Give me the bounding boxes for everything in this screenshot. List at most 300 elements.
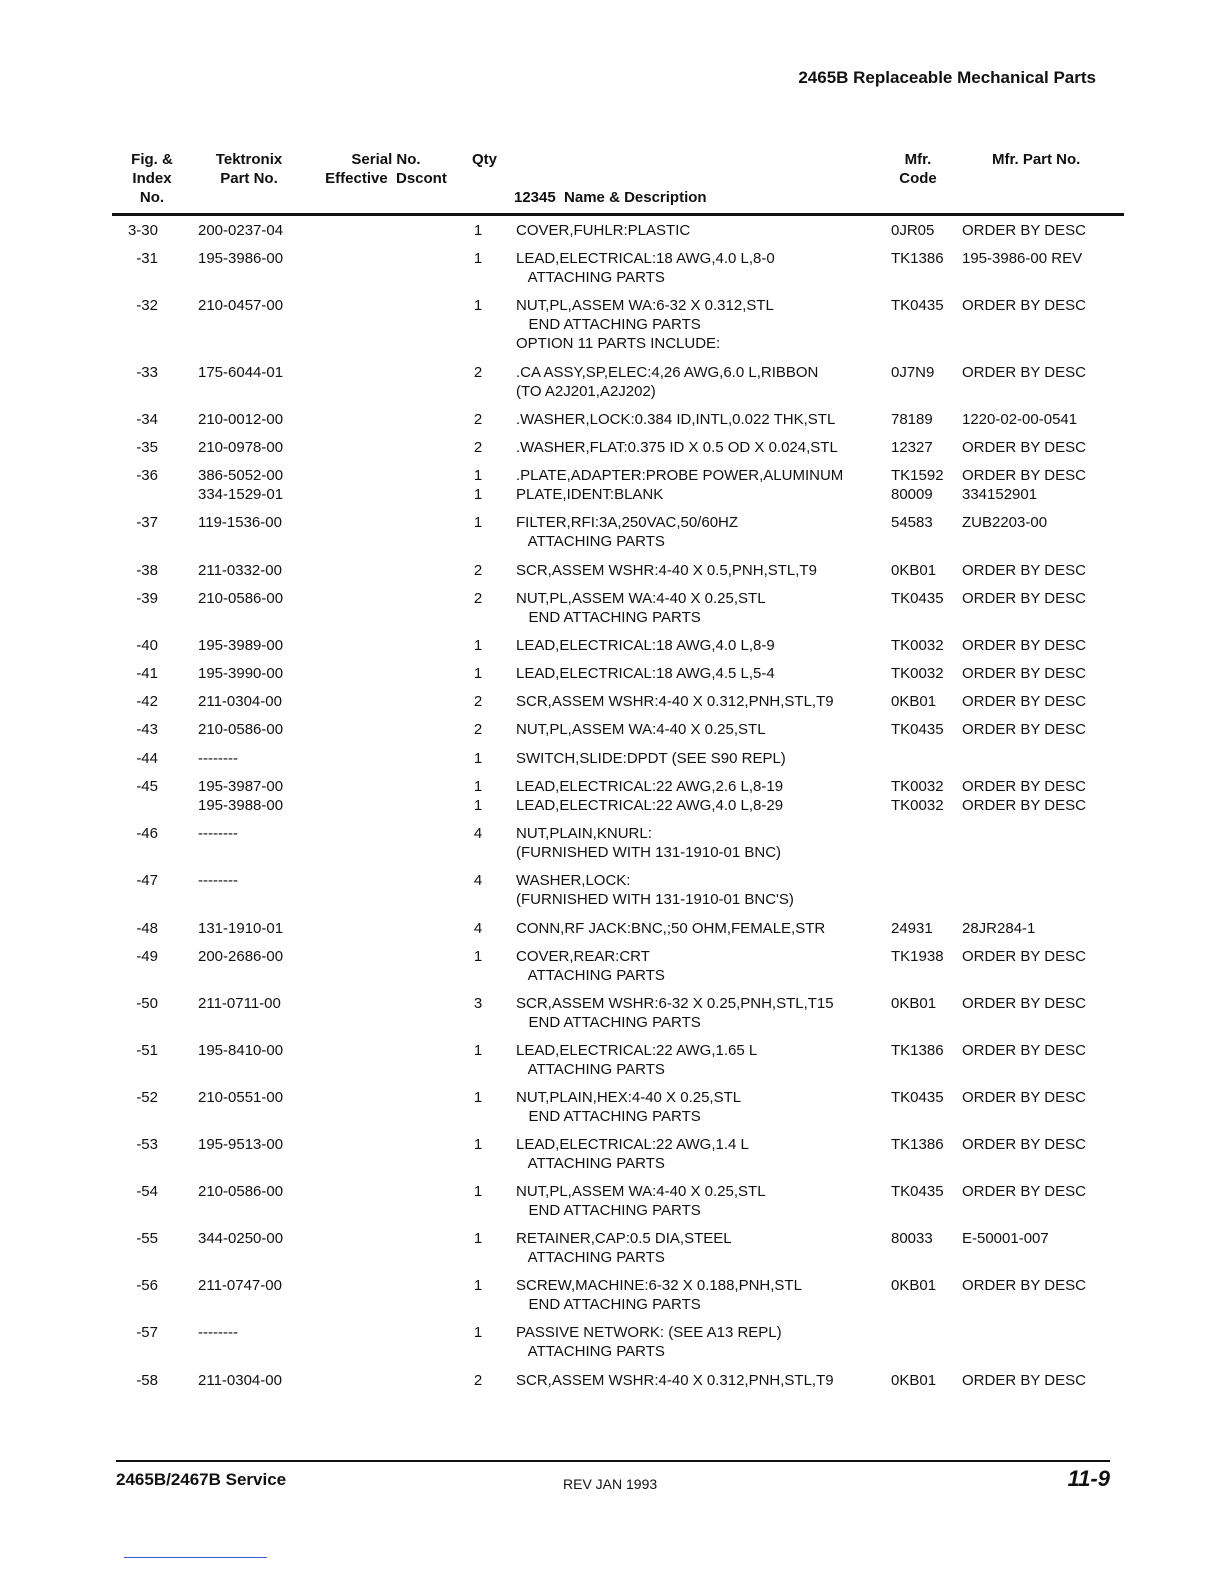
part-number-cell — [198, 872, 238, 891]
description-cell — [516, 721, 766, 740]
description-cell — [516, 1089, 741, 1127]
part-number-cell-line: 210-0457-00 — [198, 297, 284, 314]
mfr-code-cell-line: 12327 — [891, 439, 933, 456]
qty-cell — [466, 637, 490, 656]
qty-cell-line: 2 — [473, 364, 483, 381]
description-cell — [516, 1230, 732, 1268]
qty-cell-line: 2 — [473, 562, 483, 579]
description-cell-line: NUT,PLAIN,HEX:4-40 X 0.25,STL — [516, 1089, 742, 1106]
col-head-line: Tektronix — [215, 151, 283, 168]
fig-index-cell: -58 — [136, 1372, 158, 1389]
qty-cell-line: 3 — [473, 995, 483, 1012]
mfr-code-cell-line: 0KB01 — [891, 693, 937, 710]
mfr-code-cell-line: 80033 — [891, 1230, 933, 1247]
description-cell — [516, 1183, 766, 1221]
qty-cell-line: 1 — [473, 637, 483, 654]
part-number-cell-line: 119-1536-00 — [198, 514, 282, 531]
description-cell-line: END ATTACHING PARTS — [516, 1013, 701, 1031]
mfr-code-cell-line: 0J7N9 — [891, 364, 935, 381]
mfr-part-cell — [962, 1230, 1049, 1249]
mfr-part-cell-line: ORDER BY DESC — [962, 796, 1086, 814]
col-head-line: No. — [139, 189, 165, 206]
mfr-code-cell — [891, 411, 933, 430]
col-head-line: Mfr. — [904, 151, 932, 168]
mfr-part-cell-line: ORDER BY DESC — [962, 778, 1086, 795]
mfr-part-cell-line: ORDER BY DESC — [962, 1042, 1086, 1059]
part-number-cell — [198, 948, 283, 967]
mfr-code-cell-line: TK1386 — [891, 1042, 944, 1059]
mfr-part-cell-line: ORDER BY DESC — [962, 1183, 1086, 1200]
description-cell-line: SCR,ASSEM WSHR:4-40 X 0.312,PNH,STL,T9 — [516, 1372, 834, 1389]
mfr-part-cell-line: ORDER BY DESC — [962, 467, 1086, 484]
part-number-cell — [198, 297, 283, 316]
part-number-cell-line: 210-0012-00 — [198, 411, 284, 428]
mfr-part-cell-line: 28JR284-1 — [962, 920, 1036, 937]
col-head-line: Qty — [472, 151, 498, 168]
mfr-code-cell — [891, 637, 944, 656]
mfr-part-cell — [962, 222, 1086, 241]
part-number-cell — [198, 1136, 283, 1155]
part-number-cell-line: 175-6044-01 — [198, 364, 284, 381]
qty-cell — [466, 665, 490, 684]
part-number-cell — [198, 825, 238, 844]
description-cell — [516, 872, 794, 910]
qty-cell — [466, 250, 490, 269]
qty-cell — [466, 1042, 490, 1061]
mfr-code-cell-line: TK0435 — [891, 590, 944, 607]
part-number-cell — [198, 1324, 238, 1343]
mfr-code-cell — [891, 665, 944, 684]
description-cell — [516, 920, 825, 939]
mfr-part-cell — [962, 1089, 1086, 1108]
fig-index-cell: -43 — [136, 721, 158, 738]
footer-revision: REV JAN 1993 — [563, 1476, 658, 1492]
mfr-part-cell — [962, 250, 1082, 269]
part-number-cell-line: 200-2686-00 — [198, 948, 284, 965]
part-number-cell-line: -------- — [198, 1324, 238, 1341]
mfr-part-cell — [962, 562, 1086, 581]
col-head-line: Code — [899, 170, 937, 187]
mfr-part-cell-line: ORDER BY DESC — [962, 637, 1086, 654]
description-cell — [516, 1277, 802, 1315]
part-number-cell-line: 210-0586-00 — [198, 1183, 284, 1200]
mfr-code-cell — [891, 467, 944, 505]
description-cell-line: LEAD,ELECTRICAL:22 AWG,1.65 L — [516, 1042, 758, 1059]
description-cell — [516, 364, 818, 402]
mfr-code-cell-line: 0JR05 — [891, 222, 935, 239]
part-number-cell-line: 334-1529-01 — [198, 485, 284, 503]
mfr-part-cell-line: ORDER BY DESC — [962, 1136, 1086, 1153]
part-number-cell — [198, 439, 283, 458]
part-number-cell-line: 210-0586-00 — [198, 590, 284, 607]
col-head-line: Effective Dscont — [325, 170, 447, 187]
col-head-line: 12345 Name & Description — [514, 189, 707, 206]
qty-cell — [466, 514, 490, 533]
qty-cell-line: 2 — [473, 411, 483, 428]
mfr-code-cell — [891, 1277, 936, 1296]
qty-cell — [466, 1230, 490, 1249]
part-number-cell-line: 211-0332-00 — [198, 562, 282, 579]
mfr-part-cell — [962, 297, 1086, 316]
qty-cell — [466, 778, 490, 816]
mfr-code-cell-line: TK1386 — [891, 250, 944, 267]
description-cell-line: END ATTACHING PARTS — [516, 1295, 701, 1313]
mfr-code-cell — [891, 948, 944, 967]
mfr-code-cell — [891, 1230, 933, 1249]
description-cell — [516, 1042, 757, 1080]
col-head-line: Index — [132, 170, 172, 187]
part-number-cell — [198, 1183, 283, 1202]
description-cell — [516, 948, 665, 986]
mfr-code-cell — [891, 920, 933, 939]
part-number-cell — [198, 721, 283, 740]
mfr-part-cell-line: ZUB2203-00 — [962, 514, 1048, 531]
part-number-cell — [198, 1089, 283, 1108]
fig-index-cell: -49 — [136, 948, 158, 965]
description-cell-line: COVER,REAR:CRT — [516, 948, 650, 965]
part-number-cell — [198, 364, 283, 383]
mfr-part-cell-line: 1220-02-00-0541 — [962, 411, 1078, 428]
qty-cell-line: 2 — [473, 721, 483, 738]
fig-index-cell: -57 — [136, 1324, 158, 1341]
mfr-part-cell-line: 195-3986-00 REV — [962, 250, 1083, 267]
part-number-cell-line: 386-5052-00 — [198, 467, 284, 484]
fig-index-cell: -39 — [136, 590, 158, 607]
part-number-cell-line: 131-1910-01 — [198, 920, 284, 937]
qty-cell — [466, 439, 490, 458]
description-cell-line: END ATTACHING PARTS — [516, 1107, 701, 1125]
qty-cell-line: 1 — [473, 948, 483, 965]
qty-cell-line: 1 — [473, 750, 483, 767]
description-cell — [516, 250, 775, 288]
description-cell-line: LEAD,ELECTRICAL:18 AWG,4.0 L,8-9 — [516, 637, 775, 654]
mfr-part-cell — [962, 637, 1086, 656]
mfr-part-cell — [962, 693, 1086, 712]
description-cell — [516, 514, 738, 552]
qty-cell-line: 1 — [473, 796, 483, 814]
description-cell-line: END ATTACHING PARTS — [516, 1201, 701, 1219]
mfr-part-cell-line: E-50001-007 — [962, 1230, 1049, 1247]
qty-cell — [466, 222, 490, 241]
qty-cell — [466, 872, 490, 891]
description-cell-line: ATTACHING PARTS — [516, 1248, 665, 1266]
col-head-serial — [316, 150, 456, 188]
description-cell-line: ATTACHING PARTS — [516, 1060, 665, 1078]
part-number-cell-line: 195-3990-00 — [198, 665, 284, 682]
fig-index-cell: -47 — [136, 872, 158, 889]
part-number-cell-line: -------- — [198, 825, 238, 842]
mfr-part-cell-line: ORDER BY DESC — [962, 995, 1086, 1012]
description-cell — [516, 467, 843, 505]
mfr-code-cell-line: 0KB01 — [891, 1277, 937, 1294]
fig-index-cell: -34 — [136, 411, 158, 428]
mfr-part-cell — [962, 364, 1086, 383]
mfr-part-cell — [962, 439, 1086, 458]
description-cell-line: END ATTACHING PARTS — [516, 608, 701, 626]
part-number-cell-line: 210-0586-00 — [198, 721, 284, 738]
footer-divider — [116, 1460, 1110, 1462]
qty-cell-line: 1 — [473, 467, 483, 484]
mfr-code-cell-line: 54583 — [891, 514, 933, 531]
description-cell-line: CONN,RF JACK:BNC,;50 OHM,FEMALE,STR — [516, 920, 826, 937]
mfr-code-cell-line: 0KB01 — [891, 995, 937, 1012]
part-number-cell-line: -------- — [198, 872, 238, 889]
description-cell — [516, 562, 817, 581]
fig-index-cell: -42 — [136, 693, 158, 710]
mfr-code-cell-line: TK0032 — [891, 665, 944, 682]
description-cell-line: END ATTACHING PARTS — [516, 315, 701, 333]
fig-index-cell: -54 — [136, 1183, 158, 1200]
description-cell-line: SCR,ASSEM WSHR:4-40 X 0.5,PNH,STL,T9 — [516, 562, 817, 579]
description-cell — [516, 411, 835, 430]
part-number-cell-line: 195-9513-00 — [198, 1136, 284, 1153]
fig-index-cell: -56 — [136, 1277, 158, 1294]
mfr-part-cell — [962, 995, 1086, 1014]
qty-cell — [466, 1183, 490, 1202]
qty-cell-line: 1 — [473, 1042, 483, 1059]
footer-manual-title: 2465B/2467B Service — [116, 1470, 287, 1489]
mfr-code-cell — [891, 364, 934, 383]
part-number-cell — [198, 750, 238, 769]
mfr-part-cell — [962, 778, 1086, 816]
mfr-code-cell — [891, 721, 944, 740]
description-cell-line: COVER,FUHLR:PLASTIC — [516, 222, 691, 239]
description-cell — [516, 439, 838, 458]
part-number-cell-line: 195-3988-00 — [198, 796, 284, 814]
description-cell-line: OPTION 11 PARTS INCLUDE: — [516, 334, 721, 352]
qty-cell-line: 1 — [473, 1089, 483, 1106]
qty-cell — [466, 562, 490, 581]
description-cell — [516, 693, 834, 712]
description-cell — [516, 1324, 782, 1362]
mfr-part-cell-line: ORDER BY DESC — [962, 439, 1086, 456]
description-cell-line: SCREW,MACHINE:6-32 X 0.188,PNH,STL — [516, 1277, 802, 1294]
fig-index-cell: -48 — [136, 920, 158, 937]
part-number-cell — [198, 920, 283, 939]
qty-cell — [466, 750, 490, 769]
fig-index-cell: -36 — [136, 467, 158, 484]
description-cell-line: LEAD,ELECTRICAL:22 AWG,2.6 L,8-19 — [516, 778, 784, 795]
description-cell — [516, 637, 775, 656]
mfr-code-cell-line: TK1386 — [891, 1136, 944, 1153]
part-number-cell — [198, 514, 282, 533]
qty-cell — [466, 590, 490, 609]
mfr-code-cell — [891, 439, 933, 458]
mfr-code-cell — [891, 297, 944, 316]
description-cell-line: ATTACHING PARTS — [516, 966, 665, 984]
mfr-part-cell — [962, 411, 1077, 430]
description-cell — [516, 590, 766, 628]
qty-cell-line: 1 — [473, 778, 483, 795]
description-cell-line: PASSIVE NETWORK: (SEE A13 REPL) — [516, 1324, 782, 1341]
qty-cell — [466, 948, 490, 967]
qty-cell-line: 4 — [473, 920, 483, 937]
qty-cell — [466, 297, 490, 316]
mfr-part-cell — [962, 1372, 1086, 1391]
description-cell — [516, 778, 783, 816]
qty-cell — [466, 1324, 490, 1343]
mfr-part-cell-line: ORDER BY DESC — [962, 297, 1086, 314]
qty-cell-line: 1 — [473, 222, 483, 239]
qty-cell — [466, 825, 490, 844]
fig-index-cell: -35 — [136, 439, 158, 456]
col-head-mfr-part — [992, 150, 1080, 169]
mfr-code-cell — [891, 1042, 944, 1061]
mfr-part-cell-line: ORDER BY DESC — [962, 590, 1086, 607]
mfr-part-cell-line: ORDER BY DESC — [962, 1089, 1086, 1106]
part-number-cell-line: 195-8410-00 — [198, 1042, 284, 1059]
description-cell — [516, 222, 690, 241]
fig-index-cell: -50 — [136, 995, 158, 1012]
qty-cell-line: 2 — [473, 590, 483, 607]
mfr-part-cell-line: ORDER BY DESC — [962, 693, 1086, 710]
mfr-code-cell-line: TK0435 — [891, 297, 944, 314]
part-number-cell-line: 211-0304-00 — [198, 693, 282, 710]
col-head-line: Mfr. Part No. — [992, 151, 1081, 168]
qty-cell-line: 4 — [473, 872, 483, 889]
part-number-cell — [198, 562, 282, 581]
mfr-code-cell — [891, 250, 944, 269]
description-cell-line: LEAD,ELECTRICAL:22 AWG,4.0 L,8-29 — [516, 796, 784, 814]
footer-page-number: 11-9 — [1067, 1466, 1110, 1491]
fig-index-cell: -38 — [136, 562, 158, 579]
mfr-code-cell-line: 0KB01 — [891, 1372, 937, 1389]
part-number-cell-line: 195-3989-00 — [198, 637, 284, 654]
part-number-cell-line: 195-3986-00 — [198, 250, 284, 267]
col-head-line: Serial No. — [351, 151, 421, 168]
description-cell-line: FILTER,RFI:3A,250VAC,50/60HZ — [516, 514, 739, 531]
mfr-code-cell-line: TK1938 — [891, 948, 944, 965]
mfr-code-cell-line: TK0435 — [891, 721, 944, 738]
col-head-part — [206, 150, 292, 188]
description-cell — [516, 995, 834, 1033]
mfr-code-cell — [891, 1136, 944, 1155]
mfr-code-cell — [891, 995, 936, 1014]
description-cell-line: SCR,ASSEM WSHR:6-32 X 0.25,PNH,STL,T15 — [516, 995, 834, 1012]
qty-cell — [466, 467, 490, 505]
mfr-code-cell — [891, 222, 934, 241]
mfr-code-cell — [891, 590, 944, 609]
mfr-code-cell-line: TK1592 — [891, 467, 944, 484]
description-cell-line: SWITCH,SLIDE:DPDT (SEE S90 REPL) — [516, 750, 786, 767]
mfr-part-cell — [962, 514, 1047, 533]
mfr-part-cell — [962, 1183, 1086, 1202]
qty-cell — [466, 693, 490, 712]
part-number-cell-line: 210-0978-00 — [198, 439, 284, 456]
qty-cell-line: 1 — [473, 1324, 483, 1341]
mfr-part-cell — [962, 467, 1086, 505]
mfr-code-cell — [891, 514, 933, 533]
mfr-code-cell — [891, 1372, 936, 1391]
qty-cell-line: 2 — [473, 1372, 483, 1389]
description-cell — [516, 665, 775, 684]
mfr-code-cell — [891, 693, 936, 712]
part-number-cell — [198, 637, 283, 656]
mfr-code-cell-line: 78189 — [891, 411, 933, 428]
part-number-cell — [198, 1372, 282, 1391]
description-cell — [516, 1136, 749, 1174]
description-cell-line: NUT,PL,ASSEM WA:4-40 X 0.25,STL — [516, 721, 766, 738]
description-cell-line: ATTACHING PARTS — [516, 1154, 665, 1172]
qty-cell-line: 2 — [473, 439, 483, 456]
mfr-part-cell — [962, 948, 1086, 967]
mfr-part-cell-line: ORDER BY DESC — [962, 1372, 1086, 1389]
mfr-part-cell — [962, 665, 1086, 684]
description-cell-line: NUT,PL,ASSEM WA:6-32 X 0.312,STL — [516, 297, 774, 314]
description-cell-line: WASHER,LOCK: — [516, 872, 631, 889]
mfr-code-cell-line: TK0435 — [891, 1089, 944, 1106]
qty-cell — [466, 920, 490, 939]
fig-index-cell: -53 — [136, 1136, 158, 1153]
fig-index-cell: -52 — [136, 1089, 158, 1106]
mfr-code-cell-line: 80009 — [891, 485, 933, 503]
mfr-part-cell-line: ORDER BY DESC — [962, 364, 1086, 381]
mfr-part-cell-line: ORDER BY DESC — [962, 665, 1086, 682]
mfr-code-cell-line: TK0032 — [891, 637, 944, 654]
col-head-qty — [472, 150, 497, 169]
qty-cell-line: 1 — [473, 665, 483, 682]
fig-index-cell: -44 — [136, 750, 158, 767]
fig-index-cell: -37 — [136, 514, 158, 531]
mfr-code-cell-line: 0KB01 — [891, 562, 937, 579]
fig-index-cell: -40 — [136, 637, 158, 654]
qty-cell-line: 1 — [473, 1230, 483, 1247]
qty-cell — [466, 1089, 490, 1108]
qty-cell — [466, 1372, 490, 1391]
description-cell-line: PLATE,IDENT:BLANK — [516, 485, 664, 503]
description-cell-line: (TO A2J201,A2J202) — [516, 382, 656, 400]
qty-cell — [466, 1277, 490, 1296]
description-cell — [516, 297, 774, 353]
qty-cell-line: 1 — [473, 250, 483, 267]
qty-cell-line: 1 — [473, 514, 483, 531]
part-number-cell-line: 211-0747-00 — [198, 1277, 282, 1294]
qty-cell-line: 2 — [473, 693, 483, 710]
part-number-cell — [198, 995, 281, 1014]
description-cell-line: LEAD,ELECTRICAL:22 AWG,1.4 L — [516, 1136, 749, 1153]
qty-cell — [466, 411, 490, 430]
qty-cell — [466, 1136, 490, 1155]
description-cell-line: NUT,PL,ASSEM WA:4-40 X 0.25,STL — [516, 590, 766, 607]
description-cell-line: .PLATE,ADAPTER:PROBE POWER,ALUMINUM — [516, 467, 844, 484]
description-cell-line: LEAD,ELECTRICAL:18 AWG,4.0 L,8-0 — [516, 250, 775, 267]
col-head-fig — [128, 150, 176, 207]
mfr-part-cell-line: ORDER BY DESC — [962, 222, 1086, 239]
part-number-cell — [198, 411, 283, 430]
page-header: 2465B Replaceable Mechanical Parts — [798, 68, 1096, 87]
mfr-part-cell — [962, 721, 1086, 740]
fig-index-cell: -51 — [136, 1042, 158, 1059]
header-divider — [112, 213, 1124, 216]
part-number-cell — [198, 590, 283, 609]
mfr-code-cell — [891, 1183, 944, 1202]
description-cell — [516, 1372, 834, 1391]
description-cell-line: NUT,PLAIN,KNURL: — [516, 825, 652, 842]
fig-index-cell: -41 — [136, 665, 158, 682]
description-cell-line: .WASHER,LOCK:0.384 ID,INTL,0.022 THK,STL — [516, 411, 836, 428]
fig-index-cell: -46 — [136, 825, 158, 842]
description-cell-line: (FURNISHED WITH 131-1910-01 BNC'S) — [516, 890, 794, 908]
mfr-code-cell-line: TK0435 — [891, 1183, 944, 1200]
mfr-part-cell-line: ORDER BY DESC — [962, 1277, 1086, 1294]
part-number-cell-line: 210-0551-00 — [198, 1089, 284, 1106]
fig-index-cell: 3-30 — [127, 222, 158, 239]
description-cell — [516, 750, 786, 769]
mfr-code-cell — [891, 778, 944, 816]
qty-cell-line: 1 — [473, 485, 483, 503]
fig-index-cell: -55 — [136, 1230, 158, 1247]
part-number-cell — [198, 222, 283, 241]
